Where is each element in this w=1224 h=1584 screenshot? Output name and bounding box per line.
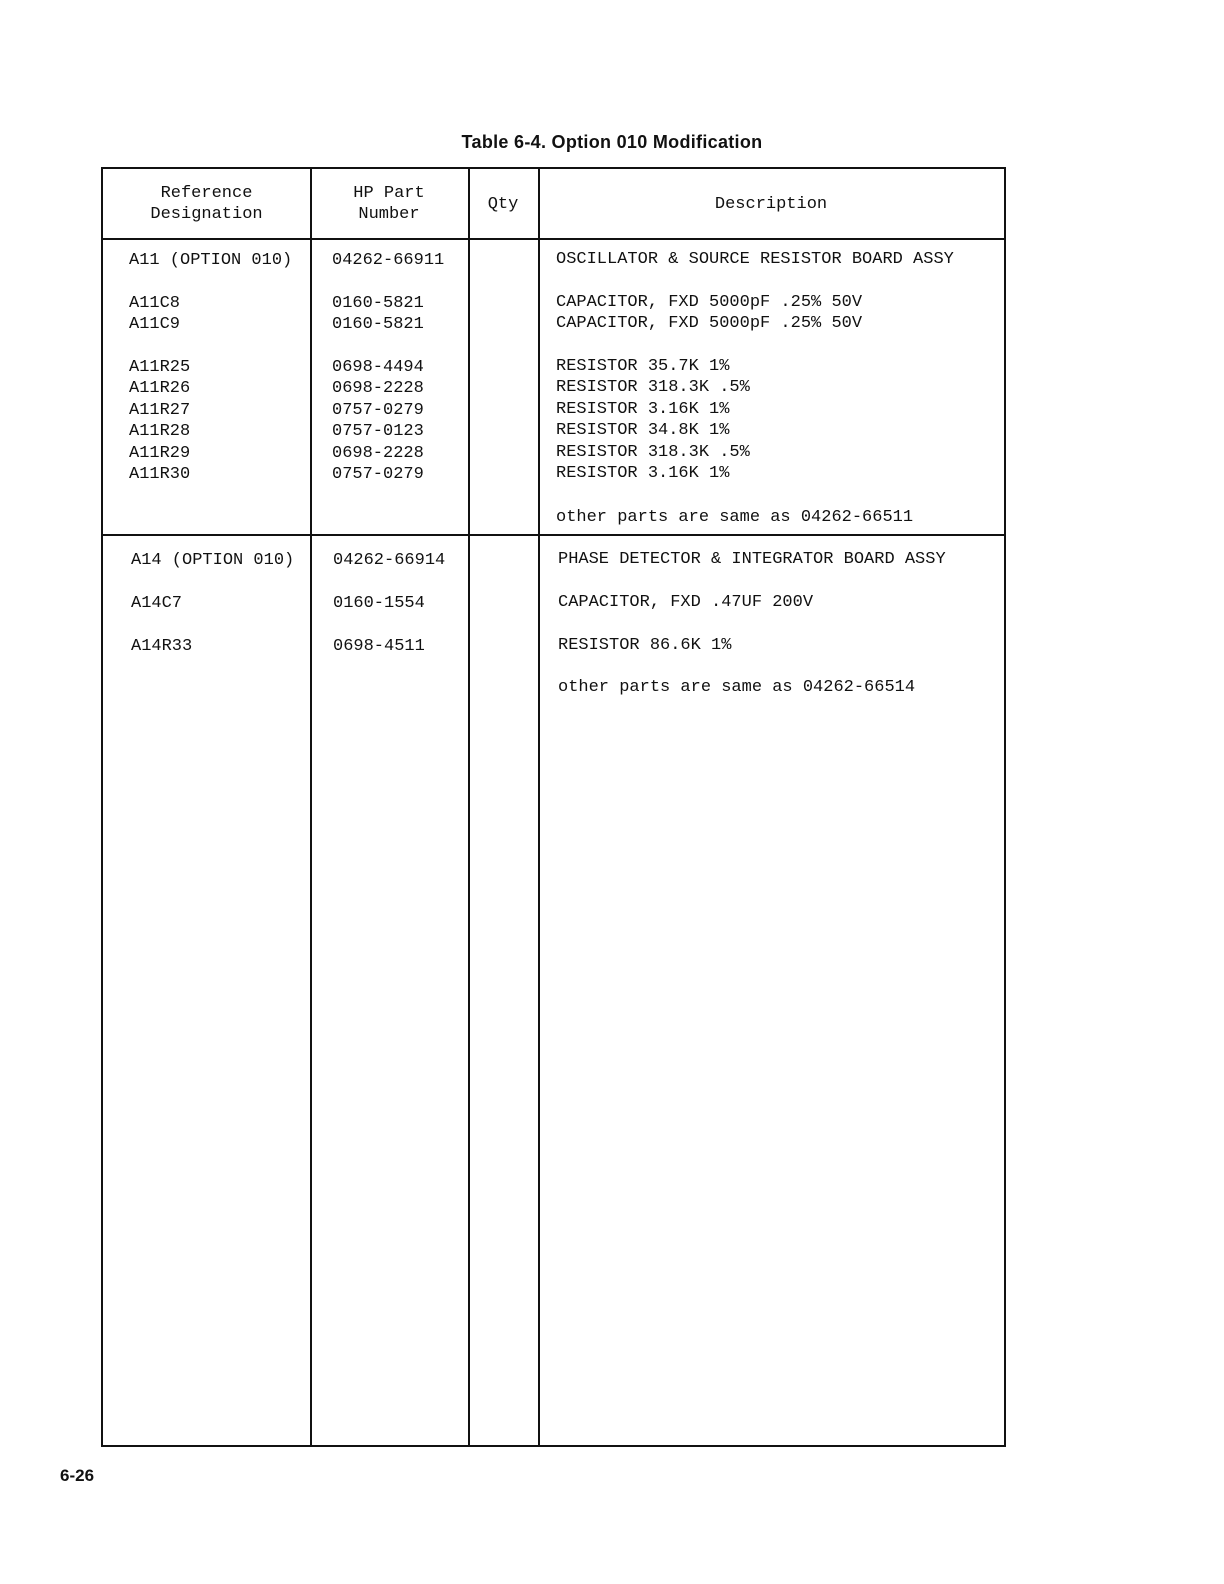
table-caption: Table 6-4. Option 010 Modification — [461, 132, 763, 152]
description: RESISTOR 34.8K 1% — [556, 421, 730, 440]
ref-designation: A11R29 — [129, 444, 191, 463]
ref-designation: A11R30 — [129, 465, 191, 484]
ref-designation: A11R25 — [129, 358, 191, 377]
ref-designation: A14R33 — [131, 637, 193, 656]
description: RESISTOR 318.3K .5% — [556, 378, 750, 397]
section-divider — [103, 534, 1004, 536]
ref-designation: A11C9 — [129, 315, 181, 334]
hp-part-number: 0698-2228 — [332, 444, 424, 463]
description: CAPACITOR, FXD .47UF 200V — [558, 593, 814, 612]
parts-table — [101, 167, 1006, 1447]
header-hp-part-number: HP Part Number — [353, 184, 425, 224]
header-qty: Qty — [487, 194, 519, 214]
column-divider — [310, 169, 312, 1445]
ref-designation: A14 (OPTION 010) — [131, 551, 295, 570]
header-reference-designation: Reference Designation — [150, 184, 263, 224]
ref-designation: A11 (OPTION 010) — [129, 251, 293, 270]
hp-part-number: 0698-4511 — [333, 637, 425, 656]
description: RESISTOR 3.16K 1% — [556, 464, 730, 483]
hp-part-number: 04262-66911 — [332, 251, 445, 270]
description: RESISTOR 35.7K 1% — [556, 357, 730, 376]
hp-part-number: 04262-66914 — [333, 551, 446, 570]
description: CAPACITOR, FXD 5000pF .25% 50V — [556, 293, 863, 312]
ref-designation: A11R26 — [129, 379, 191, 398]
description: RESISTOR 318.3K .5% — [556, 443, 750, 462]
ref-designation: A11C8 — [129, 294, 181, 313]
column-divider — [468, 169, 470, 1445]
hp-part-number: 0757-0279 — [332, 465, 424, 484]
hp-part-number: 0698-4494 — [332, 358, 424, 377]
hp-part-number: 0160-5821 — [332, 315, 424, 334]
hp-part-number: 0160-1554 — [333, 594, 425, 613]
same-as-note: other parts are same as 04262-66511 — [556, 508, 914, 527]
hp-part-number: 0160-5821 — [332, 294, 424, 313]
hp-part-number: 0698-2228 — [332, 379, 424, 398]
ref-designation: A11R27 — [129, 401, 191, 420]
description: RESISTOR 86.6K 1% — [558, 636, 732, 655]
header-description: Description — [714, 194, 828, 214]
ref-designation: A11R28 — [129, 422, 191, 441]
description: OSCILLATOR & SOURCE RESISTOR BOARD ASSY — [556, 250, 954, 269]
hp-part-number: 0757-0279 — [332, 401, 424, 420]
column-divider — [538, 169, 540, 1445]
ref-designation: A14C7 — [131, 594, 183, 613]
page-number: 6-26 — [60, 1466, 95, 1485]
hp-part-number: 0757-0123 — [332, 422, 424, 441]
description: RESISTOR 3.16K 1% — [556, 400, 730, 419]
description: CAPACITOR, FXD 5000pF .25% 50V — [556, 314, 863, 333]
same-as-note: other parts are same as 04262-66514 — [558, 678, 916, 697]
description: PHASE DETECTOR & INTEGRATOR BOARD ASSY — [558, 550, 946, 569]
